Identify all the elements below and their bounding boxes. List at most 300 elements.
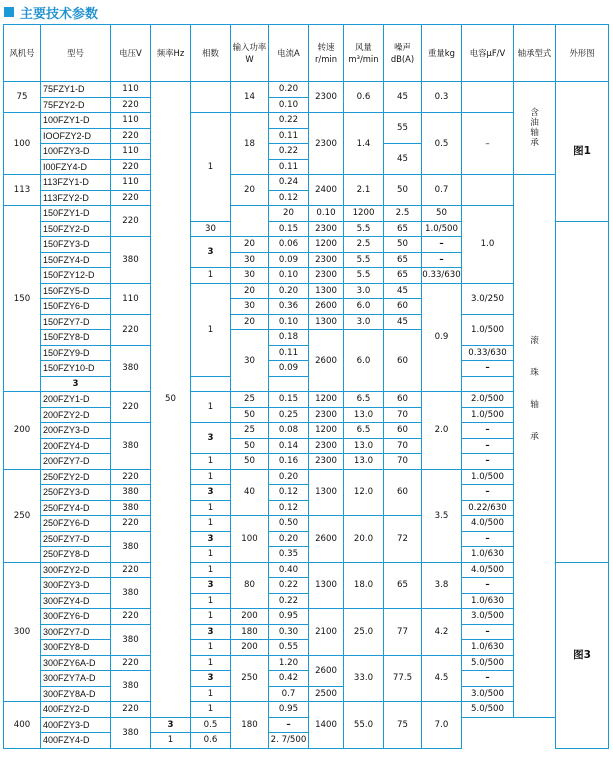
table-cell: 180: [231, 702, 269, 749]
table-cell: 13.0: [344, 454, 384, 470]
table-cell: 33.0: [344, 655, 384, 702]
table-cell: 3.0/500: [462, 686, 514, 702]
table-cell: 380: [111, 485, 151, 501]
table-cell: 3: [191, 578, 231, 594]
table-cell: 80: [231, 562, 269, 609]
table-cell: 1.0/500: [462, 314, 514, 345]
table-cell: 0.25: [269, 407, 309, 423]
table-cell: 65: [384, 562, 422, 609]
table-cell: 0.10: [269, 314, 309, 330]
table-cell: 220: [111, 469, 151, 485]
table-cell: 0.55: [269, 640, 309, 656]
table-cell: 250FZY2-D: [41, 469, 111, 485]
column-header: 外形图: [556, 25, 609, 82]
table-cell: –: [462, 531, 514, 547]
table-cell: 380: [111, 578, 151, 609]
table-cell: –: [462, 485, 514, 501]
table-cell: 0.18: [269, 330, 309, 346]
table-cell: –: [462, 624, 514, 640]
table-cell: 0.33/630: [422, 268, 462, 284]
table-cell: 300: [4, 562, 41, 702]
table-cell: 1: [191, 640, 231, 656]
table-cell: 1: [191, 454, 231, 470]
table-cell: 30: [191, 221, 231, 237]
table-cell: 110: [111, 283, 151, 314]
table-cell: 2. 7/500: [269, 733, 309, 749]
table-cell: 1: [191, 113, 231, 222]
table-cell: 0.24: [269, 175, 309, 191]
table-cell: 2300: [309, 268, 344, 284]
table-cell: 50: [422, 206, 462, 222]
table-cell: 4.2: [422, 609, 462, 656]
table-cell: 1200: [309, 237, 344, 253]
table-cell: [462, 175, 514, 206]
table-cell: 3.0: [344, 283, 384, 299]
table-cell: 220: [111, 128, 151, 144]
table-cell: –: [462, 438, 514, 454]
table-cell: 110: [111, 82, 151, 98]
table-cell: 1.0/630: [462, 547, 514, 563]
table-cell: 110: [111, 175, 151, 191]
table-cell: –: [269, 717, 309, 733]
table-body: [4, 82, 609, 749]
table-cell: 200: [231, 640, 269, 656]
table-cell: 150FZY8-D: [41, 330, 111, 346]
table-cell: 380: [111, 423, 151, 470]
table-cell: 2600: [309, 655, 344, 686]
table-cell: 1: [191, 562, 231, 578]
table-cell: 400: [4, 702, 41, 749]
table-cell: 0.36: [269, 299, 309, 315]
table-cell: 100FZY3-D: [41, 144, 111, 160]
table-cell: 50: [151, 82, 191, 718]
table-cell: 6.5: [344, 392, 384, 408]
table-cell: 30: [231, 252, 269, 268]
table-cell: 18.0: [344, 562, 384, 609]
table-cell: 50: [384, 237, 422, 253]
table-cell: 0.22/630: [462, 500, 514, 516]
table-cell: 45: [384, 283, 422, 299]
table-cell: 150FZY2-D: [41, 221, 111, 237]
table-cell: 5.5: [344, 268, 384, 284]
table-cell: 0.10: [269, 268, 309, 284]
table-cell: 滚 珠 轴 承: [514, 175, 556, 718]
table-cell: 250FZY4-D: [41, 500, 111, 516]
table-cell: 5.5: [344, 221, 384, 237]
table-cell: 0.22: [269, 144, 309, 160]
table-cell: 0.5: [422, 113, 462, 175]
table-cell: 0.11: [269, 345, 309, 361]
table-cell: 1200: [309, 423, 344, 439]
table-cell: 3.0/250: [462, 283, 514, 314]
table-cell: 0.15: [269, 221, 309, 237]
table-cell: 110: [111, 144, 151, 160]
table-cell: 150FZY9-D: [41, 345, 111, 361]
table-cell: 220: [111, 314, 151, 345]
table-cell: 220: [111, 97, 151, 113]
table-cell: 30: [231, 299, 269, 315]
table-cell: [191, 82, 231, 113]
table-cell: 55: [384, 113, 422, 144]
table-cell: 5.0/500: [462, 702, 514, 718]
table-cell: 0.10: [269, 97, 309, 113]
column-header: 频率Hz: [151, 25, 191, 82]
table-cell: 0.10: [309, 206, 344, 222]
table-cell: 150FZY5-D: [41, 283, 111, 299]
table-cell: 3: [191, 423, 231, 454]
table-cell: 1300: [309, 469, 344, 516]
section-header: [0, 0, 613, 24]
table-cell: 150FZY7-D: [41, 314, 111, 330]
table-cell: 1.4: [344, 113, 384, 175]
spec-table: [3, 24, 609, 749]
table-cell: 110: [111, 113, 151, 129]
table-cell: 75FZY1-D: [41, 82, 111, 98]
table-row: [4, 175, 609, 191]
table-cell: 30: [231, 330, 269, 392]
table-cell: 0.11: [269, 128, 309, 144]
table-cell: 150FZY6-D: [41, 299, 111, 315]
table-cell: 0.09: [269, 252, 309, 268]
table-cell: –: [422, 237, 462, 253]
table-row: [4, 733, 609, 749]
table-cell: 25.0: [344, 609, 384, 656]
table-cell: 3: [191, 624, 231, 640]
table-cell: 0.40: [269, 562, 309, 578]
table-cell: 77: [384, 609, 422, 656]
column-header: 相数: [191, 25, 231, 82]
table-cell: 1.0: [462, 206, 514, 284]
table-cell: 3: [191, 237, 231, 268]
table-cell: 50: [231, 407, 269, 423]
table-cell: 0.20: [269, 283, 309, 299]
table-cell: 0.30: [269, 624, 309, 640]
table-cell: 25: [231, 423, 269, 439]
table-cell: 200: [4, 392, 41, 470]
table-cell: 220: [111, 609, 151, 625]
table-cell: 13.0: [344, 407, 384, 423]
table-cell: 18: [231, 113, 269, 175]
table-cell: 400FZY4-D: [41, 733, 111, 749]
table-cell: 250FZY6-D: [41, 516, 111, 532]
table-cell: 300FZY3-D: [41, 578, 111, 594]
table-cell: 220: [111, 206, 151, 237]
table-cell: 1: [191, 702, 231, 718]
table-cell: 0.5: [191, 717, 231, 733]
table-cell: 4.0/500: [462, 516, 514, 532]
table-cell: 100FZY1-D: [41, 113, 111, 129]
table-cell: 2500: [309, 686, 344, 702]
table-cell: 0.22: [269, 113, 309, 129]
table-cell: 0.12: [269, 500, 309, 516]
table-cell: 20: [269, 206, 309, 222]
table-cell: 0.06: [269, 237, 309, 253]
table-cell: 60: [384, 423, 422, 439]
table-cell: 1: [191, 686, 231, 702]
table-cell: 0.22: [269, 593, 309, 609]
table-cell: 4.5: [422, 655, 462, 702]
table-cell: 1.0/500: [422, 221, 462, 237]
table-cell: 2300: [309, 407, 344, 423]
table-cell: 1: [191, 283, 231, 376]
table-cell: 6.0: [344, 330, 384, 392]
table-cell: 150FZY10-D: [41, 361, 111, 377]
table-cell: 100: [4, 113, 41, 175]
table-cell: 45: [384, 144, 422, 175]
title-square-icon: [4, 7, 14, 17]
table-cell: 65: [384, 252, 422, 268]
table-cell: 65: [384, 221, 422, 237]
table-cell: 150FZY12-D: [41, 268, 111, 284]
table-cell: 0.7: [269, 686, 309, 702]
table-cell: 1: [191, 392, 231, 423]
table-cell: 380: [111, 531, 151, 562]
table-cell: 3: [191, 531, 231, 547]
table-cell: 113FZY1-D: [41, 175, 111, 191]
table-cell: 0.20: [269, 469, 309, 485]
table-cell: 4.0/500: [462, 562, 514, 578]
table-cell: –: [462, 671, 514, 687]
table-cell: 0.9: [422, 283, 462, 392]
table-cell: 100: [231, 516, 269, 563]
table-cell: –: [462, 423, 514, 439]
table-cell: 0.14: [269, 438, 309, 454]
table-cell: 55.0: [344, 702, 384, 749]
table-cell: 75: [384, 702, 422, 749]
column-header: 噪声dB(A): [384, 25, 422, 82]
table-cell: 200FZY2-D: [41, 407, 111, 423]
table-cell: 0.15: [269, 392, 309, 408]
table-cell: 0.20: [269, 82, 309, 98]
table-cell: 220: [111, 516, 151, 532]
table-cell: 200: [231, 609, 269, 625]
table-cell: 6.0: [344, 299, 384, 315]
table-cell: 3.0/500: [462, 609, 514, 625]
table-cell: 70: [384, 454, 422, 470]
table-cell: 380: [111, 237, 151, 284]
table-cell: 3.5: [422, 469, 462, 562]
table-cell: 1.0/500: [462, 469, 514, 485]
table-cell: 380: [111, 717, 151, 748]
table-cell: –: [462, 113, 514, 175]
table-cell: 2100: [309, 609, 344, 656]
table-cell: 1300: [309, 283, 344, 299]
table-cell: 220: [111, 190, 151, 206]
table-cell: 3.8: [422, 562, 462, 609]
table-cell: 300FZY6-D: [41, 609, 111, 625]
table-cell: 60: [384, 392, 422, 408]
table-row: [4, 82, 609, 98]
table-cell: 2300: [309, 252, 344, 268]
table-cell: 200FZY7-D: [41, 454, 111, 470]
column-header: 电容μF/V: [462, 25, 514, 82]
column-header: 风机号: [4, 25, 41, 82]
table-cell: 1200: [344, 206, 384, 222]
column-header: 电压V: [111, 25, 151, 82]
table-cell: 75: [4, 82, 41, 113]
table-cell: 300FZY8A-D: [41, 686, 111, 702]
table-cell: 2.0/500: [462, 392, 514, 408]
table-cell: 1.0/630: [462, 593, 514, 609]
table-cell: 20: [231, 283, 269, 299]
table-cell: –: [422, 252, 462, 268]
table-cell: 300FZY4-D: [41, 593, 111, 609]
table-cell: 1: [191, 655, 231, 671]
table-cell: 220: [111, 655, 151, 671]
table-cell: 25: [231, 392, 269, 408]
table-cell: 2300: [309, 454, 344, 470]
table-cell: 3.0: [344, 314, 384, 330]
table-cell: 0.7: [422, 175, 462, 206]
table-cell: 2300: [309, 113, 344, 175]
table-cell: I00FZY4-D: [41, 159, 111, 175]
table-cell: 380: [111, 671, 151, 702]
table-cell: 13.0: [344, 438, 384, 454]
table-cell: 0.08: [269, 423, 309, 439]
table-cell: 300FZY6A-D: [41, 655, 111, 671]
table-cell: 50: [384, 175, 422, 206]
table-cell: 1300: [309, 314, 344, 330]
table-cell: 1: [191, 500, 231, 516]
table-cell: 400FZY3-D: [41, 717, 111, 733]
table-cell: 0.35: [269, 547, 309, 563]
table-cell: IOOFZY2-D: [41, 128, 111, 144]
table-cell: 75FZY2-D: [41, 97, 111, 113]
table-cell: 1300: [309, 562, 344, 609]
section-title: 主要技术参数: [20, 6, 99, 22]
table-cell: 含 油 轴 承: [514, 82, 556, 175]
table-cell: 250: [231, 655, 269, 702]
table-cell: 0.3: [422, 82, 462, 113]
table-cell: 300FZY8-D: [41, 640, 111, 656]
table-cell: 380: [111, 624, 151, 655]
table-cell: 40: [231, 469, 269, 516]
table-cell: [462, 82, 514, 113]
table-cell: 60: [384, 469, 422, 516]
table-cell: 200FZY3-D: [41, 423, 111, 439]
table-cell: 200FZY1-D: [41, 392, 111, 408]
table-cell: 0.12: [269, 485, 309, 501]
table-cell: 0.95: [269, 702, 309, 718]
table-cell: 1: [191, 469, 231, 485]
table-cell: 0.42: [269, 671, 309, 687]
column-header: 转速r/min: [309, 25, 344, 82]
table-cell: 45: [384, 314, 422, 330]
table-cell: 图1: [556, 82, 609, 222]
table-cell: 300FZY2-D: [41, 562, 111, 578]
table-cell: 12.0: [344, 469, 384, 516]
table-cell: 2400: [309, 175, 344, 206]
table-cell: 0.22: [269, 578, 309, 594]
table-cell: 20: [231, 175, 269, 206]
table-cell: 2600: [309, 299, 344, 315]
table-cell: 5.0/500: [462, 655, 514, 671]
table-cell: 180: [231, 624, 269, 640]
header-row: [4, 25, 609, 82]
table-cell: 0.12: [269, 190, 309, 206]
table-cell: 113: [4, 175, 41, 206]
table-cell: 70: [384, 438, 422, 454]
table-cell: 250FZY7-D: [41, 531, 111, 547]
column-header: 输入功率W: [231, 25, 269, 82]
table-cell: 1.0/500: [462, 407, 514, 423]
table-cell: 3: [191, 671, 231, 687]
table-cell: 0.09: [269, 361, 309, 377]
table-cell: 0.6: [191, 733, 231, 749]
table-cell: 2.0: [422, 392, 462, 470]
table-cell: 3: [191, 485, 231, 501]
table-cell: 1: [191, 593, 231, 609]
table-cell: 2300: [309, 221, 344, 237]
table-cell: 1: [191, 609, 231, 625]
table-cell: 6.5: [344, 423, 384, 439]
table-cell: 图3: [556, 562, 609, 748]
table-cell: 0.6: [344, 82, 384, 113]
table-cell: 0.20: [269, 531, 309, 547]
table-cell: 150FZY4-D: [41, 252, 111, 268]
table-cell: 1: [191, 516, 231, 532]
table-cell: 250FZY3-D: [41, 485, 111, 501]
table-cell: 60: [384, 299, 422, 315]
table-cell: 380: [111, 500, 151, 516]
column-header: 型号: [41, 25, 111, 82]
table-cell: 220: [111, 702, 151, 718]
table-cell: 77.5: [384, 655, 422, 702]
table-cell: 5.5: [344, 252, 384, 268]
table-cell: 0.50: [269, 516, 309, 532]
table-cell: 20: [231, 237, 269, 253]
table-cell: 1.20: [269, 655, 309, 671]
table-cell: 65: [384, 268, 422, 284]
table-cell: –: [462, 454, 514, 470]
table-cell: 7.0: [422, 702, 462, 749]
table-cell: 2600: [309, 330, 344, 392]
table-cell: 150FZY3-D: [41, 237, 111, 253]
table-cell: 72: [384, 516, 422, 563]
table-cell: 150FZY1-D: [41, 206, 111, 222]
table-cell: 2.5: [344, 237, 384, 253]
table-cell: 113FZY2-D: [41, 190, 111, 206]
column-header: 电流A: [269, 25, 309, 82]
table-cell: 1: [191, 268, 231, 284]
column-header: 风量m³/min: [344, 25, 384, 82]
table-cell: 1: [191, 547, 231, 563]
table-cell: 250: [4, 469, 41, 562]
table-cell: [231, 206, 269, 237]
table-cell: 1400: [309, 702, 344, 749]
table-cell: 3: [41, 376, 111, 392]
table-cell: 20: [231, 314, 269, 330]
table-cell: 250FZY8-D: [41, 547, 111, 563]
table-cell: 1: [151, 733, 191, 749]
table-cell: 200FZY4-D: [41, 438, 111, 454]
table-cell: 45: [384, 82, 422, 113]
table-cell: 0.95: [269, 609, 309, 625]
table-cell: –: [462, 361, 514, 377]
table-cell: 1200: [309, 392, 344, 408]
table-cell: 3: [151, 717, 191, 733]
table-cell: 2300: [309, 82, 344, 113]
table-cell: 60: [384, 330, 422, 392]
table-cell: 2600: [309, 516, 344, 563]
table-cell: 380: [111, 345, 151, 392]
table-cell: 220: [111, 392, 151, 423]
table-cell: 2300: [309, 438, 344, 454]
table-cell: 300FZY7-D: [41, 624, 111, 640]
table-cell: 14: [231, 82, 269, 113]
table-cell: –: [462, 578, 514, 594]
table-cell: 70: [384, 407, 422, 423]
